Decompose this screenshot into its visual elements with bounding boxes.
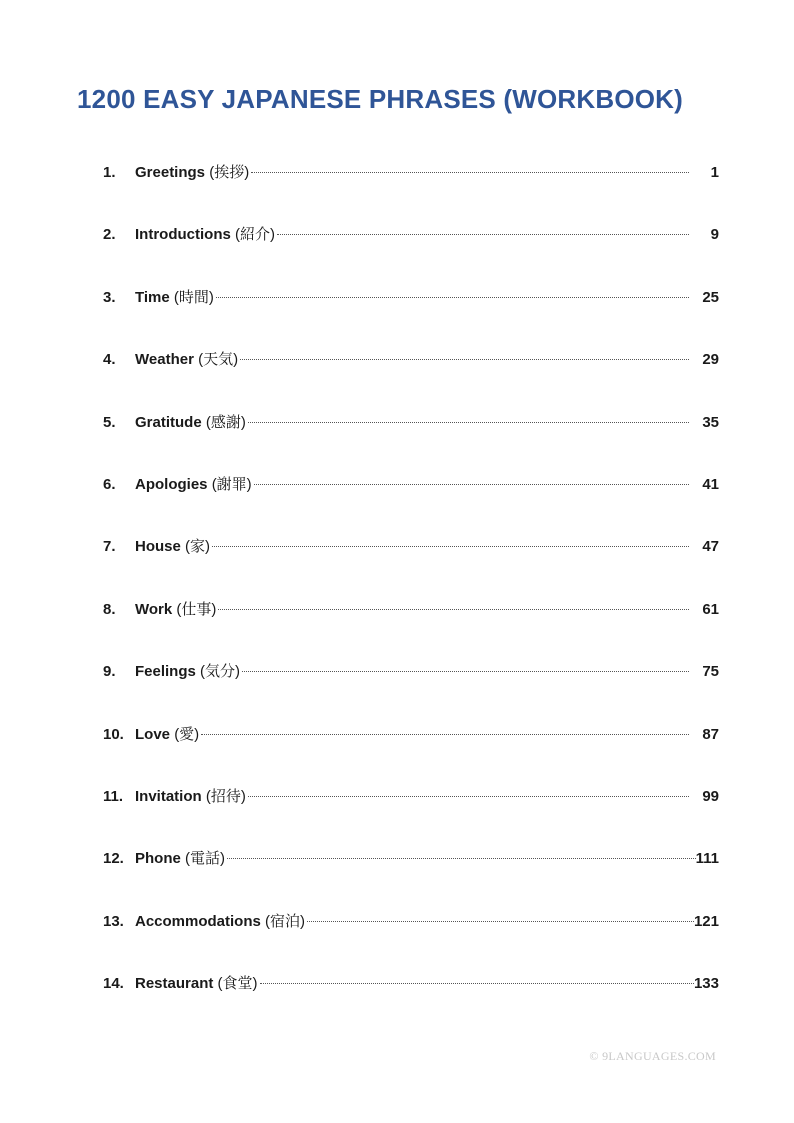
toc-entry[interactable] (103, 781, 719, 843)
toc-entry-number: 4. (103, 351, 116, 369)
toc-entry-label (135, 157, 249, 189)
toc-entry[interactable] (103, 157, 719, 219)
toc-entry-japanese: (感謝) (205, 413, 246, 431)
toc-entry[interactable] (103, 719, 719, 781)
toc-entry-label (135, 843, 225, 875)
toc-entry-label (135, 469, 252, 501)
toc-entry-page: 87 (702, 725, 719, 743)
toc-entry-title: Feelings (135, 663, 196, 681)
toc-entry-japanese: (天気) (198, 351, 239, 369)
toc-entry-number: 1. (103, 164, 116, 181)
toc-entry-japanese: (謝罪) (211, 475, 252, 493)
toc-entry-title: Time (135, 288, 170, 306)
toc-entry-japanese: (紹介) (235, 226, 275, 244)
toc-entry-page: 61 (702, 600, 719, 618)
dot-leader (260, 983, 694, 984)
toc-entry[interactable] (103, 906, 719, 968)
toc-entry-page: 133 (693, 975, 719, 993)
toc-entry-label (135, 531, 210, 563)
toc-entry[interactable] (103, 531, 719, 593)
toc-entry-label (135, 968, 258, 1000)
toc-entry-label (135, 656, 240, 688)
toc-entry-title: Invitation (135, 787, 202, 805)
toc-entry-page: 121 (693, 912, 719, 930)
toc-entry-title: Gratitude (135, 413, 202, 431)
toc-entry-label (135, 219, 275, 251)
dot-leader (248, 422, 689, 423)
toc-entry-title: Introductions (135, 226, 231, 244)
toc-entry-number: 3. (103, 288, 116, 306)
toc-entry-label (135, 344, 238, 376)
toc-entry-title: Love (135, 725, 171, 743)
toc-entry-page: 35 (702, 413, 719, 431)
dot-leader (201, 734, 689, 735)
toc-entry[interactable] (103, 282, 719, 344)
toc-entry-page: 41 (702, 475, 719, 493)
dot-leader (307, 921, 694, 922)
dot-leader (240, 359, 689, 360)
toc-entry[interactable] (103, 344, 719, 406)
toc-entry-japanese: (家) (185, 538, 211, 556)
toc-entry-number: 12. (103, 850, 124, 868)
toc-entry-title: Accommodations (135, 912, 261, 930)
toc-entry-japanese: (挨拶) (209, 164, 250, 181)
toc-entry-page: 47 (702, 538, 719, 556)
toc-entry-number: 6. (103, 475, 116, 493)
toc-entry-number: 13. (103, 912, 124, 930)
dot-leader (212, 546, 689, 547)
toc-entry[interactable] (103, 219, 719, 281)
dot-leader (227, 858, 696, 859)
dot-leader (248, 796, 689, 797)
toc-entry-japanese: (宿泊) (265, 912, 306, 930)
toc-entry[interactable] (103, 469, 719, 531)
toc-entry-page: 25 (702, 288, 719, 306)
toc-entry[interactable] (103, 656, 719, 718)
toc-entry-page: 9 (710, 226, 719, 244)
toc-entry-page: 99 (702, 787, 719, 805)
toc-entry-page: 1 (710, 164, 719, 181)
toc-entry-japanese: (時間) (173, 288, 214, 306)
toc-entry-number: 5. (103, 413, 116, 431)
document-title: 1200 EASY JAPANESE PHRASES (WORKBOOK) (77, 84, 684, 114)
toc-entry-japanese: (気分) (200, 663, 241, 681)
toc-entry[interactable] (103, 594, 719, 656)
toc-entry-japanese: (招待) (205, 787, 246, 805)
toc-entry-japanese: (愛) (174, 725, 200, 743)
toc-entry-title: Work (135, 600, 173, 618)
toc-entry-japanese: (電話) (185, 850, 226, 868)
toc-entry-label (135, 594, 216, 626)
toc-entry-number: 14. (103, 975, 124, 993)
dot-leader (277, 234, 689, 235)
toc-entry-number: 8. (103, 600, 116, 618)
toc-entry-japanese: (食堂) (217, 975, 258, 993)
toc-entry-title: Phone (135, 850, 181, 868)
toc-entry-number: 2. (103, 226, 116, 244)
toc-entry-label (135, 282, 214, 314)
dot-leader (216, 297, 689, 298)
toc-entry-japanese: (仕事) (176, 600, 217, 618)
toc-entry-number: 10. (103, 725, 124, 743)
toc-entry[interactable] (103, 843, 719, 905)
toc-entry-title: Weather (135, 351, 194, 369)
toc-entry-label (135, 407, 246, 439)
toc-entry-title: Restaurant (135, 975, 214, 993)
toc-entry-label (135, 906, 305, 938)
toc-entry-number: 7. (103, 538, 116, 556)
toc-entry-page: 111 (695, 850, 719, 868)
dot-leader (254, 484, 689, 485)
toc-entry-label (135, 781, 246, 813)
toc-entry-title: House (135, 538, 181, 556)
dot-leader (251, 172, 689, 173)
dot-leader (242, 671, 689, 672)
toc-entry-title: Greetings (135, 164, 206, 181)
toc-entry-page: 75 (702, 663, 719, 681)
dot-leader (218, 609, 689, 610)
toc-entry-label (135, 719, 199, 751)
toc-entry[interactable] (103, 407, 719, 469)
toc-entry-page: 29 (702, 351, 719, 369)
toc-entry-title: Apologies (135, 475, 208, 493)
table-of-contents (103, 157, 719, 1030)
copyright-watermark: © 9LANGUAGES.COM (589, 1049, 716, 1063)
toc-entry-number: 11. (103, 787, 124, 805)
toc-entry[interactable] (103, 968, 719, 1030)
toc-entry-number: 9. (103, 663, 116, 681)
